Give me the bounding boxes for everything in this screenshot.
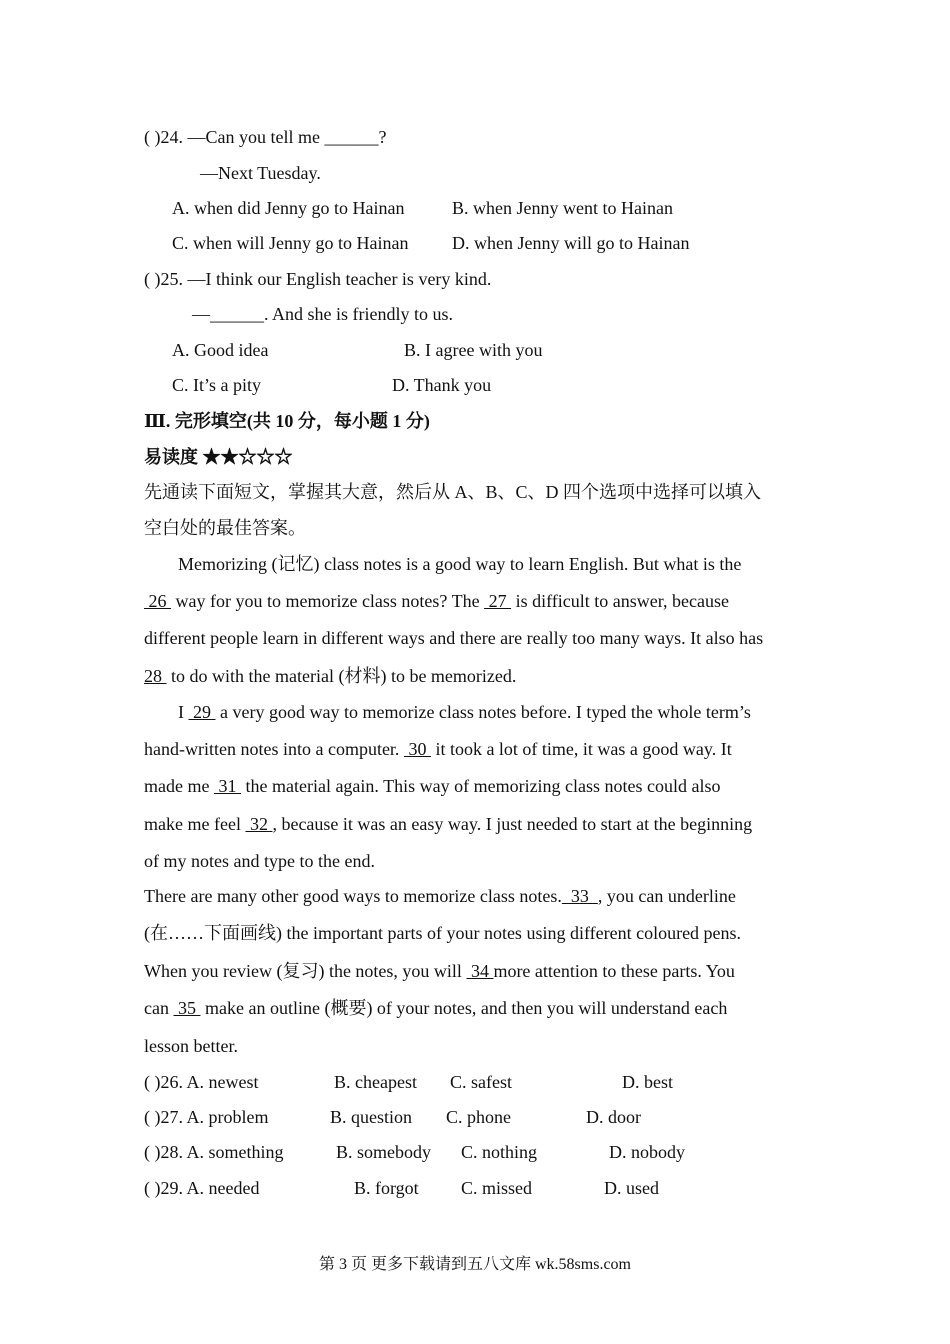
q27-option-d: D. door — [586, 1107, 641, 1127]
passage-p3-line-4 — [144, 997, 727, 1019]
passage-p2-line-3 — [144, 775, 721, 797]
q26-number-a: ( )26. A. newest — [144, 1072, 259, 1092]
passage-text: way for you to memorize class notes? The — [171, 591, 485, 611]
q28-option-d: D. nobody — [609, 1142, 685, 1162]
passage-p2-line-1 — [178, 701, 751, 723]
q26-option-c: C. safest — [450, 1072, 512, 1092]
q26-option-b: B. cheapest — [334, 1072, 417, 1092]
q29-number-a: ( )29. A. needed — [144, 1178, 260, 1198]
q27-option-b: B. question — [330, 1107, 413, 1127]
q25-option-b: B. I agree with you — [404, 340, 543, 360]
q24-option-a: A. when did Jenny go to Hainan — [172, 198, 405, 218]
blank-31: 31 — [213, 776, 241, 796]
passage-p1-line-4 — [144, 665, 516, 687]
difficulty-rating: 易读度 ★★☆☆☆ — [144, 447, 293, 467]
q24-option-b: B. when Jenny went to Hainan — [452, 198, 673, 218]
q29-option-d: D. used — [604, 1178, 659, 1198]
passage-text: a very good way to memorize class notes before. I typed the whole term’s — [215, 702, 751, 722]
q24-option-d: D. when Jenny will go to Hainan — [452, 233, 690, 253]
blank-32: 32 — [245, 814, 273, 834]
passage-p1-line-2 — [144, 590, 729, 612]
passage-text: There are many other good ways to memorize class notes. — [144, 886, 562, 906]
blank-33: 33 — [561, 886, 598, 906]
passage-text: I — [178, 702, 189, 722]
blank-35: 35 — [173, 998, 201, 1018]
passage-text: the material again. This way of memorizing class notes could also — [240, 776, 721, 796]
q25-option-d: D. Thank you — [392, 375, 492, 395]
instruction-line-2: 空白处的最佳答案。 — [144, 518, 306, 538]
q24-option-c: C. when will Jenny go to Hainan — [172, 233, 409, 253]
q27-option-c: C. phone — [446, 1107, 511, 1127]
passage-p1-line-1: Memorizing (记忆) class notes is a good way to learn English. But what is the — [178, 554, 742, 574]
q29-option-c: C. missed — [461, 1178, 533, 1198]
passage-text: to do with the material (材料) to be memorized. — [166, 666, 517, 686]
q24-stem: ( )24. —Can you tell me ______? — [144, 127, 387, 147]
passage-text: it took a lot of time, it was a good way. It — [430, 739, 732, 759]
q28-option-b: B. somebody — [336, 1142, 432, 1162]
q27-number-a: ( )27. A. problem — [144, 1107, 269, 1127]
q25-option-a: A. Good idea — [172, 340, 269, 360]
passage-p1-line-3: different people learn in different ways and there are really too many ways. It also has — [144, 628, 764, 648]
q26-option-d: D. best — [622, 1072, 673, 1092]
passage-text: is difficult to answer, because — [511, 591, 729, 611]
passage-text: more attention to these parts. You — [493, 961, 735, 981]
passage-text: make me feel — [144, 814, 246, 834]
blank-27: 27 — [484, 591, 512, 611]
passage-text: When you review (复习) the notes, you will — [144, 961, 467, 981]
q25-stem: ( )25. —I think our English teacher is very kind. — [144, 269, 492, 289]
passage-p2-line-2 — [144, 738, 732, 760]
q28-option-c: C. nothing — [461, 1142, 538, 1162]
q29-option-b: B. forgot — [354, 1178, 419, 1198]
passage-p3-line-1 — [144, 885, 736, 907]
section-heading: Ⅲ. 完形填空(共 10 分，每小题 1 分) — [144, 411, 430, 431]
passage-text: hand-written notes into a computer. — [144, 739, 404, 759]
blank-30: 30 — [403, 739, 431, 759]
blank-28: 28 — [144, 666, 167, 686]
passage-p2-line-5: of my notes and type to the end. — [144, 851, 375, 871]
passage-p3-line-5: lesson better. — [144, 1036, 238, 1056]
instruction-line-1: 先通读下面短文，掌握其大意，然后从 A、B、C、D 四个选项中选择可以填入 — [144, 482, 762, 502]
passage-text: can — [144, 998, 174, 1018]
q24-answer-line: —Next Tuesday. — [200, 163, 321, 183]
blank-26: 26 — [144, 591, 171, 611]
passage-p3-line-3 — [144, 960, 735, 982]
passage-text: made me — [144, 776, 214, 796]
q25-option-c: C. It’s a pity — [172, 375, 261, 395]
passage-text: make an outline (概要) of your notes, and then you will understand each — [200, 998, 728, 1018]
blank-34: 34 — [466, 961, 494, 981]
q28-number-a: ( )28. A. something — [144, 1142, 284, 1162]
passage-p2-line-4 — [144, 813, 752, 835]
passage-text: , because it was an easy way. I just needed to start at the beginning — [272, 814, 753, 834]
q25-answer-line: —______. And she is friendly to us. — [192, 304, 453, 324]
page-footer: 第 3 页 更多下载请到五八文库 wk.58sms.com — [318, 1256, 631, 1273]
passage-p3-line-2: (在……下面画线) the important parts of your notes using different coloured pens. — [144, 923, 742, 943]
passage-text: , you can underline — [597, 886, 736, 906]
blank-29: 29 — [188, 702, 216, 722]
